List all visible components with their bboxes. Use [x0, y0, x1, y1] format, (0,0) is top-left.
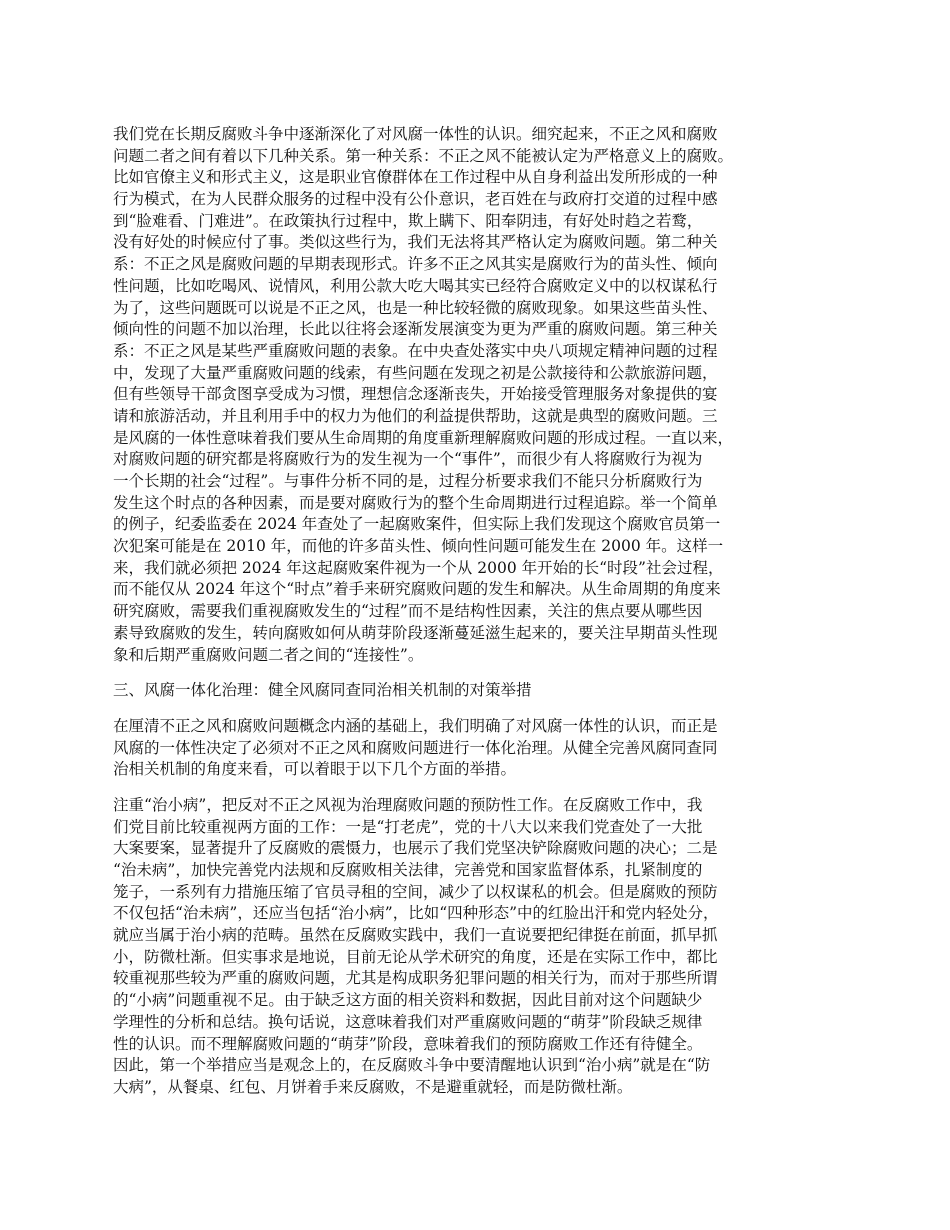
text-line: 我们党在长期反腐败斗争中逐渐深化了对风腐一体性的认识。细究起来，不正之风和腐败	[113, 125, 718, 143]
text-line: 较重视那些较为严重的腐败问题，尤其是构成职务犯罪问题的相关行为，而对于那些所谓	[113, 969, 718, 988]
text-line: 治相关机制的角度来看，可以着眼于以下几个方面的举措。	[113, 760, 517, 779]
section-heading: 三、风腐一体化治理：健全风腐同查同治相关机制的对策举措	[113, 681, 532, 700]
text-line: 但有些领导干部贪图享受成为习惯，理想信念逐渐丧失，开始接受管理服务对象提供的宴	[113, 385, 718, 404]
text-line: 的“小病”问题重视不足。由于缺乏这方面的相关资料和数据，因此目前对这个问题缺少	[113, 991, 703, 1010]
text-line: 们党目前比较重视两方面的工作：一是“打老虎”，党的十八大以来我们党查处了一大批	[113, 817, 703, 836]
text-line: 行为模式，在为人民群众服务的过程中没有公仆意识，老百姓在与政府打交道的过程中感	[113, 190, 718, 209]
text-line: 为了，这些问题既可以说是不正之风，也是一种比较轻微的腐败现象。如果这些苗头性、	[113, 298, 718, 317]
text-line: 中，发现了大量严重腐败问题的线索，有些问题在发现之初是公款接待和公款旅游问题，	[113, 363, 718, 382]
text-line: 发生这个时点的各种因素，而是要对腐败行为的整个生命周期进行过程追踪。举一个简单	[113, 493, 718, 512]
text-line: 研究腐败，需要我们重视腐败发生的“过程”而不是结构性因素，关注的焦点要从哪些因	[113, 602, 703, 621]
text-line: 比如官僚主义和形式主义，这是职业官僚群体在工作过程中从自身利益出发所形成的一种	[113, 168, 718, 187]
text-line: 问题二者之间有着以下几种关系。第一种关系：不正之风不能被认定为严格意义上的腐败。	[113, 146, 734, 165]
text-line: 因此，第一个举措应当是观念上的，在反腐败斗争中要清醒地认识到“治小病”就是在“防	[113, 1056, 711, 1075]
text-line: 请和旅游活动，并且利用手中的权力为他们的利益提供帮助，这就是典型的腐败问题。三	[113, 406, 718, 425]
text-line: 象和后期严重腐败问题二者之间的“连接性”。	[113, 645, 424, 664]
text-line: 而不能仅从 2024 年这个“时点”着手来研究腐败问题的发生和解决。从生命周期的角度来	[113, 580, 721, 599]
text-line: 大案要案，显著提升了反腐败的震慑力，也展示了我们党坚决铲除腐败问题的决心；二是	[113, 839, 718, 858]
text-line: 系：不正之风是腐败问题的早期表现形式。许多不正之风其实是腐败行为的苗头性、倾向	[113, 255, 718, 274]
text-line: 大病”，从餐桌、红包、月饼着手来反腐败，不是避重就轻，而是防微杜渐。	[113, 1077, 633, 1096]
text-line: 没有好处的时候应付了事。类似这些行为，我们无法将其严格认定为腐败问题。第二种关	[113, 233, 718, 252]
text-line: 一个长期的社会“过程”。与事件分析不同的是，过程分析要求我们不能只分析腐败行为	[113, 472, 703, 490]
text-line: 对腐败问题的研究都是将腐败行为的发生视为一个“事件”，而很少有人将腐败行为视为	[113, 450, 703, 469]
text-line: 是风腐的一体性意味着我们要从生命周期的角度重新理解腐败问题的形成过程。一直以来，	[113, 428, 734, 447]
text-line: 性问题，比如吃喝风、说情风，利用公款大吃大喝其实已经符合腐败定义中的以权谋私行	[113, 276, 718, 295]
text-line: 笼子，一系列有力措施压缩了官员寻租的空间，减少了以权谋私的机会。但是腐败的预防	[113, 882, 718, 901]
text-line: 风腐的一体性决定了必须对不正之风和腐败问题进行一体化治理。从健全完善风腐同查同	[113, 738, 718, 757]
body-paragraph	[113, 795, 858, 1099]
body-paragraph	[113, 124, 858, 666]
text-line: 到“脸难看、门难进”。在政策执行过程中，欺上瞒下、阳奉阴违，有好处时趋之若鹜，	[113, 211, 703, 230]
text-line: 在厘清不正之风和腐败问题概念内涵的基础上，我们明确了对风腐一体性的认识，而正是	[113, 716, 718, 735]
text-line: “治未病”，加快完善党内法规和反腐败相关法律，完善党和国家监督体系，扎紧制度的	[113, 861, 703, 879]
text-line: 的例子，纪委监委在 2024 年查处了一起腐败案件，但实际上我们发现这个腐败官员第一	[113, 515, 721, 534]
text-line: 倾向性的问题不加以治理，长此以往将会逐渐发展演变为更为严重的腐败问题。第三种关	[113, 320, 718, 339]
text-line: 次犯案可能是在 2010 年，而他的许多苗头性、倾向性问题可能发生在 2000 年。这样一	[113, 537, 724, 556]
text-line: 小，防微杜渐。但实事求是地说，目前无论从学术研究的角度，还是在实际工作中，都比	[113, 947, 718, 966]
text-line: 不仅包括“治未病”，还应当包括“治小病”，比如“四种形态”中的红脸出汗和党内轻处分，	[113, 904, 719, 923]
text-line: 学理性的分析和总结。换句话说，这意味着我们对严重腐败问题的“萌芽”阶段缺乏规律	[113, 1012, 703, 1031]
text-line: 素导致腐败的发生，转向腐败如何从萌芽阶段逐渐蔓延滋生起来的，要关注早期苗头性现	[113, 623, 718, 642]
text-line: 系：不正之风是某些严重腐败问题的表象。在中央查处落实中央八项规定精神问题的过程	[113, 341, 718, 360]
document-body	[113, 124, 858, 1099]
body-paragraph	[113, 716, 858, 781]
text-line: 性的认识。而不理解腐败问题的“萌芽”阶段，意味着我们的预防腐败工作还有待健全。	[113, 1034, 703, 1053]
text-line: 来，我们就必须把 2024 年这起腐败案件视为一个从 2000 年开始的长“时段”社会过程，	[113, 558, 724, 577]
text-line: 注重“治小病”，把反对不正之风视为治理腐败问题的预防性工作。在反腐败工作中，我	[113, 795, 703, 814]
text-line: 就应当属于治小病的范畴。虽然在反腐败实践中，我们一直说要把纪律挺在前面，抓早抓	[113, 926, 718, 945]
